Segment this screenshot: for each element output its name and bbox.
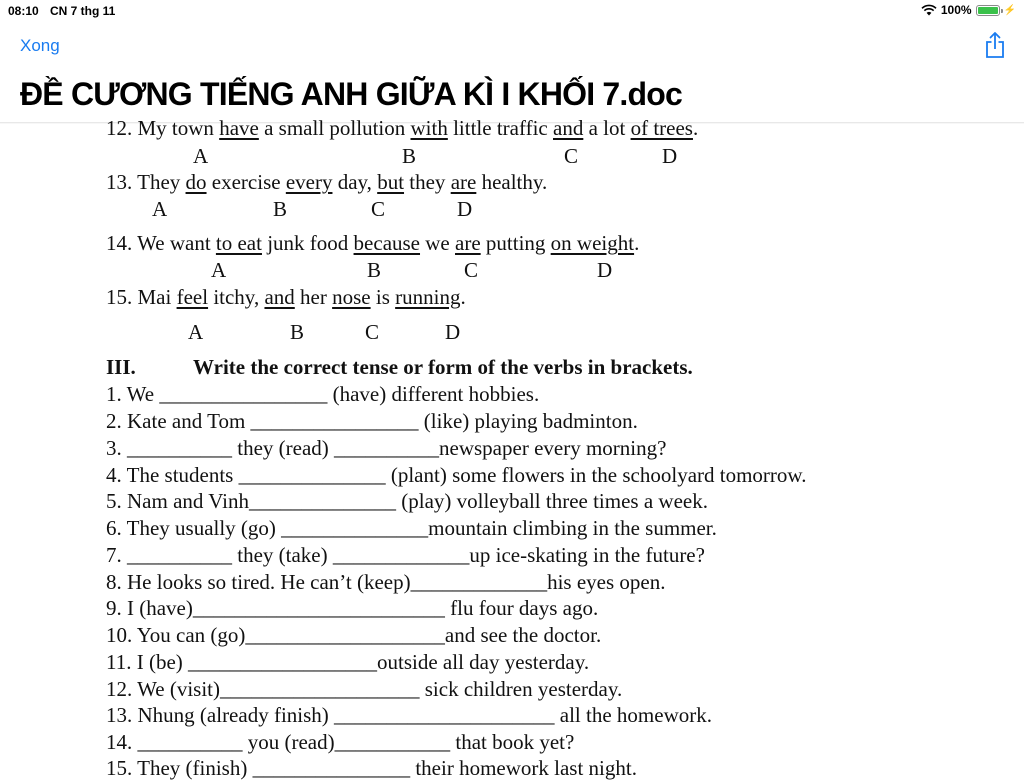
- verb-item-3: 3. __________ they (read) __________newspaper every morning?: [106, 436, 667, 460]
- q12-option-d-word: of trees: [630, 116, 693, 140]
- q13-option-c-word: but: [377, 170, 405, 194]
- question-15: [106, 285, 466, 310]
- verb-item-2: 2. Kate and Tom ________________ (like) playing badminton.: [106, 409, 638, 433]
- verb-item-12: 12. We (visit)___________________ sick children yesterday.: [106, 677, 623, 701]
- verb-item-11: 11. I (be) __________________outside all day yesterday.: [106, 650, 590, 674]
- q15-text-0: 15. Mai: [106, 285, 177, 309]
- question-14: [106, 231, 639, 256]
- q14-text-0: 14. We want: [106, 231, 216, 255]
- q14-option-d-word: on weight: [550, 231, 635, 255]
- q13-label-a: A: [152, 197, 168, 221]
- verb-item-14: 14. __________ you (read)___________ that book yet?: [106, 730, 575, 754]
- q12-text-0: 12. My town: [106, 116, 220, 140]
- q14-option-c-word: are: [455, 231, 481, 255]
- status-bar: [0, 0, 1024, 22]
- status-right: [921, 3, 1016, 17]
- q14-text-2: we: [420, 231, 456, 255]
- wifi-icon: [921, 4, 937, 16]
- q15-text-1: itchy,: [208, 285, 265, 309]
- q13-text-1: exercise: [206, 170, 286, 194]
- q12-label-a: A: [193, 144, 209, 168]
- section-heading: Write the correct tense or form of the verbs in brackets.: [193, 355, 693, 379]
- q12-label-d: D: [662, 144, 678, 168]
- q14-text-1: junk food: [261, 231, 354, 255]
- q12-option-c-word: and: [553, 116, 584, 140]
- verb-item-15: 15. They (finish) _______________ their homework last night.: [106, 756, 637, 780]
- q14-label-c: C: [464, 258, 479, 282]
- q14-label-a: A: [211, 258, 227, 282]
- q12-label-b: B: [402, 144, 417, 168]
- q12-text-1: a small pollution: [258, 116, 411, 140]
- q13-text-0: 13. They: [106, 170, 186, 194]
- q15-option-b-word: and: [264, 285, 295, 309]
- q15-option-c-word: nose: [332, 285, 371, 309]
- q14-option-b-word: because: [353, 231, 421, 255]
- question-13: [106, 170, 547, 195]
- q14-label-d: D: [597, 258, 613, 282]
- q12-option-b-word: with: [410, 116, 448, 140]
- battery-fill: [978, 7, 998, 14]
- q13-option-b-word: every: [285, 170, 333, 194]
- verb-item-6: 6. They usually (go) ______________mountain climbing in the summer.: [106, 516, 717, 540]
- q13-text-2: day,: [332, 170, 378, 194]
- verb-item-5: 5. Nam and Vinh______________ (play) volleyball three times a week.: [106, 489, 708, 513]
- q15-option-d-word: running: [395, 285, 461, 309]
- q12-text-2: little traffic: [447, 116, 553, 140]
- verb-item-4: 4. The students ______________ (plant) some flowers in the schoolyard tomorrow.: [106, 463, 807, 487]
- verb-item-13: 13. Nhung (already finish) _____________________ all the homework.: [106, 703, 712, 727]
- q15-text-4: .: [460, 285, 466, 309]
- q13-label-b: B: [273, 197, 288, 221]
- charging-icon: ⚡: [1003, 4, 1016, 16]
- done-button[interactable]: Xong: [20, 36, 60, 55]
- document-view[interactable]: [0, 116, 1024, 780]
- status-date: CN 7 thg 11: [50, 4, 116, 18]
- q15-label-d: D: [445, 320, 461, 344]
- q15-text-2: her: [294, 285, 333, 309]
- q15-label-c: C: [365, 320, 380, 344]
- status-time: 08:10: [8, 4, 39, 18]
- question-12: [106, 116, 698, 141]
- q13-label-c: C: [371, 197, 386, 221]
- q14-option-a-word: to eat: [215, 231, 262, 255]
- q13-text-4: healthy.: [476, 170, 548, 194]
- document-title: ĐỀ CƯƠNG TIẾNG ANH GIỮA KÌ I KHỐI 7.doc: [20, 76, 682, 112]
- q14-text-4: .: [634, 231, 640, 255]
- q15-text-3: is: [370, 285, 396, 309]
- q15-option-a-word: feel: [176, 285, 209, 309]
- share-button[interactable]: [984, 30, 1006, 60]
- q12-text-3: a lot: [583, 116, 631, 140]
- q13-text-3: they: [404, 170, 451, 194]
- document-page: [0, 116, 1024, 784]
- q15-label-b: B: [290, 320, 305, 344]
- verb-item-9: 9. I (have)________________________ flu four days ago.: [106, 596, 599, 620]
- verb-item-8: 8. He looks so tired. He can’t (keep)_____________his eyes open.: [106, 570, 666, 594]
- verb-item-10: 10. You can (go)___________________and see the doctor.: [106, 623, 602, 647]
- q13-label-d: D: [457, 197, 473, 221]
- verb-item-7: 7. __________ they (take) _____________up ice-skating in the future?: [106, 543, 705, 567]
- q12-label-c: C: [564, 144, 579, 168]
- q14-text-3: putting: [480, 231, 551, 255]
- battery-percent: 100%: [940, 3, 972, 17]
- battery-cap: [1001, 9, 1003, 13]
- section-number: III.: [106, 355, 136, 379]
- q13-option-a-word: do: [185, 170, 207, 194]
- q14-label-b: B: [367, 258, 382, 282]
- q13-option-d-word: are: [450, 170, 477, 194]
- verb-item-1: 1. We ________________ (have) different hobbies.: [106, 382, 540, 406]
- q15-label-a: A: [188, 320, 204, 344]
- share-icon: [984, 30, 1006, 60]
- q12-option-a-word: have: [219, 116, 259, 140]
- q12-text-4: .: [692, 116, 699, 140]
- battery-icon: [976, 5, 1000, 16]
